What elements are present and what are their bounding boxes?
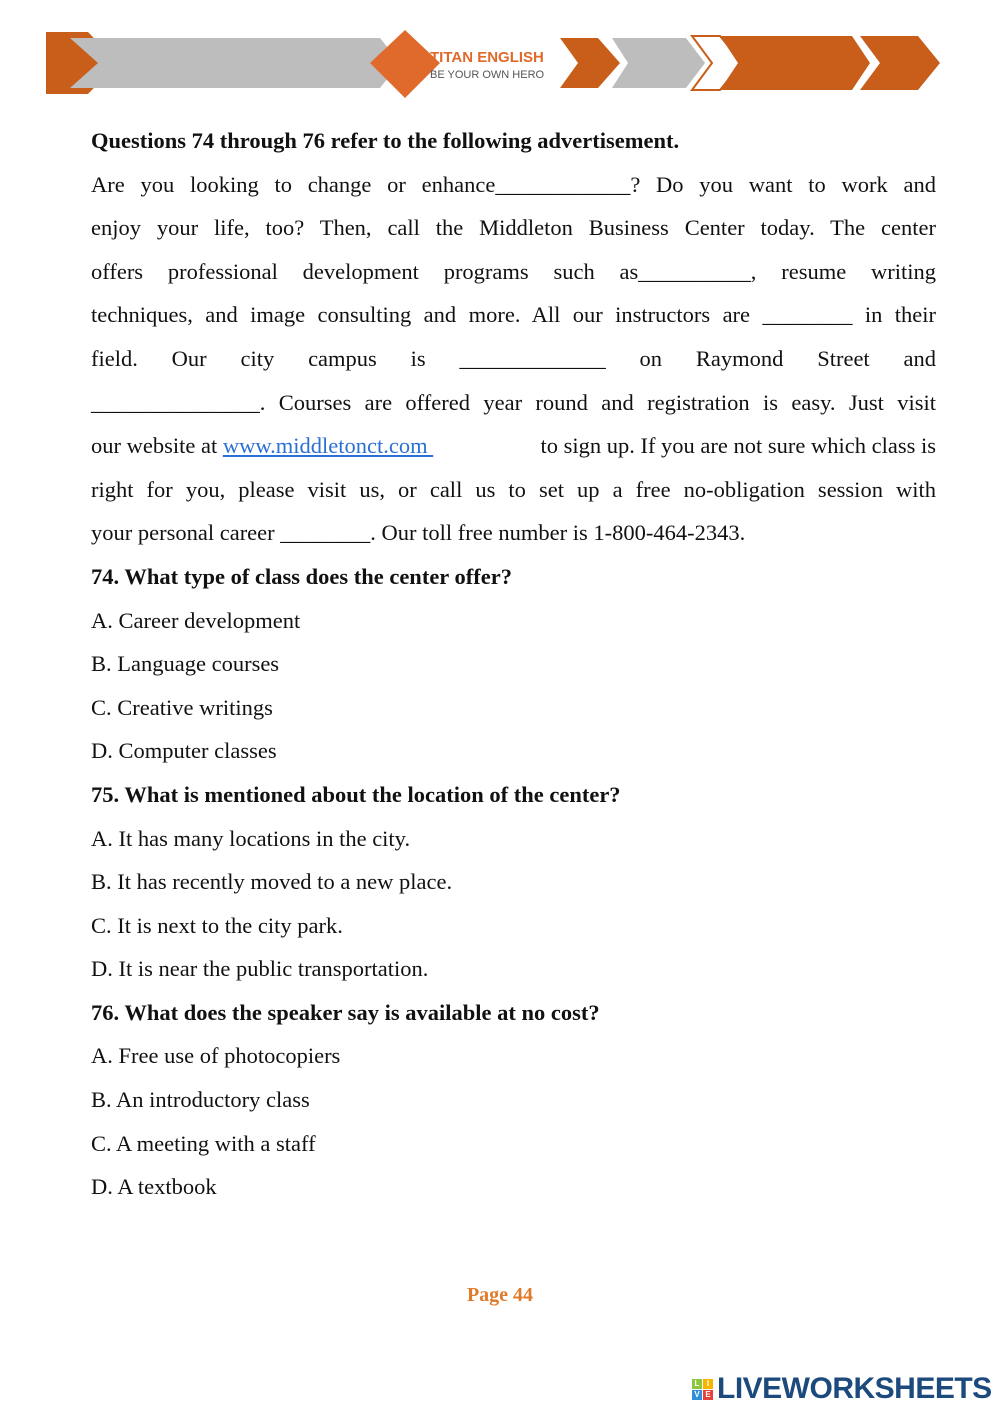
- section-heading: Questions 74 through 76 refer to the following advertisement.: [91, 128, 680, 153]
- answer-option: D. Computer classes: [91, 738, 277, 764]
- passage-line: offers professional development programs such as__________, resume writing: [91, 258, 936, 284]
- answer-option: A. Free use of photocopiers: [91, 1043, 341, 1069]
- answer-option: A. Career development: [91, 607, 301, 633]
- answer-option: B. Language courses: [91, 651, 280, 677]
- logo-text: LIVEWORKSHEETS: [717, 1372, 992, 1405]
- logo-letter: E: [703, 1390, 713, 1400]
- logo-letter: I: [703, 1379, 713, 1389]
- passage-line: _______________. Courses are offered year round and registration is easy. Just visit: [91, 389, 936, 415]
- website-link[interactable]: www.middletonct.com: [222, 433, 434, 459]
- passage-text: to sign up. If you are not sure which class is: [540, 433, 936, 459]
- answer-option: D. A textbook: [91, 1174, 217, 1200]
- page-number: Page 44: [466, 1284, 534, 1306]
- question-74: 74. What type of class does the center offer?: [91, 563, 512, 589]
- passage-line: field. Our city campus is _____________ on Raymond Street and: [91, 345, 936, 371]
- question-76: 76. What does the speaker say is available at no cost?: [91, 999, 600, 1025]
- logo-letter: L: [692, 1379, 702, 1389]
- svg-text:TITAN ENGLISH: TITAN ENGLISH: [430, 49, 544, 66]
- passage-line: Are you looking to change or enhance____________? Do you want to work and: [91, 171, 936, 197]
- header-banner: [0, 0, 1000, 110]
- answer-option: A. It has many locations in the city.: [91, 825, 411, 851]
- answer-option: C. A meeting with a staff: [91, 1130, 316, 1156]
- answer-option: C. Creative writings: [91, 694, 273, 720]
- svg-text:BE YOUR OWN HERO: BE YOUR OWN HERO: [430, 69, 545, 81]
- answer-option: B. It has recently moved to a new place.: [91, 869, 453, 895]
- answer-option: B. An introductory class: [91, 1087, 310, 1113]
- liveworksheets-logo: [692, 1372, 992, 1406]
- passage-line: enjoy your life, too? Then, call the Middleton Business Center today. The center: [91, 215, 936, 241]
- passage-line: [91, 424, 936, 468]
- question-75: 75. What is mentioned about the location of the center?: [91, 781, 621, 807]
- answer-option: C. It is next to the city park.: [91, 912, 343, 938]
- passage-line: right for you, please visit us, or call us to set up a free no-obligation session with: [91, 476, 936, 502]
- passage-text: our website at: [91, 433, 223, 459]
- answer-option: D. It is near the public transportation.: [91, 956, 429, 982]
- passage-line: techniques, and image consulting and more. All our instructors are ________ in their: [91, 302, 936, 328]
- passage-line: your personal career ________. Our toll free number is 1-800-464-2343.: [91, 520, 746, 546]
- logo-letter: V: [692, 1390, 702, 1400]
- live-grid-icon: [692, 1379, 713, 1400]
